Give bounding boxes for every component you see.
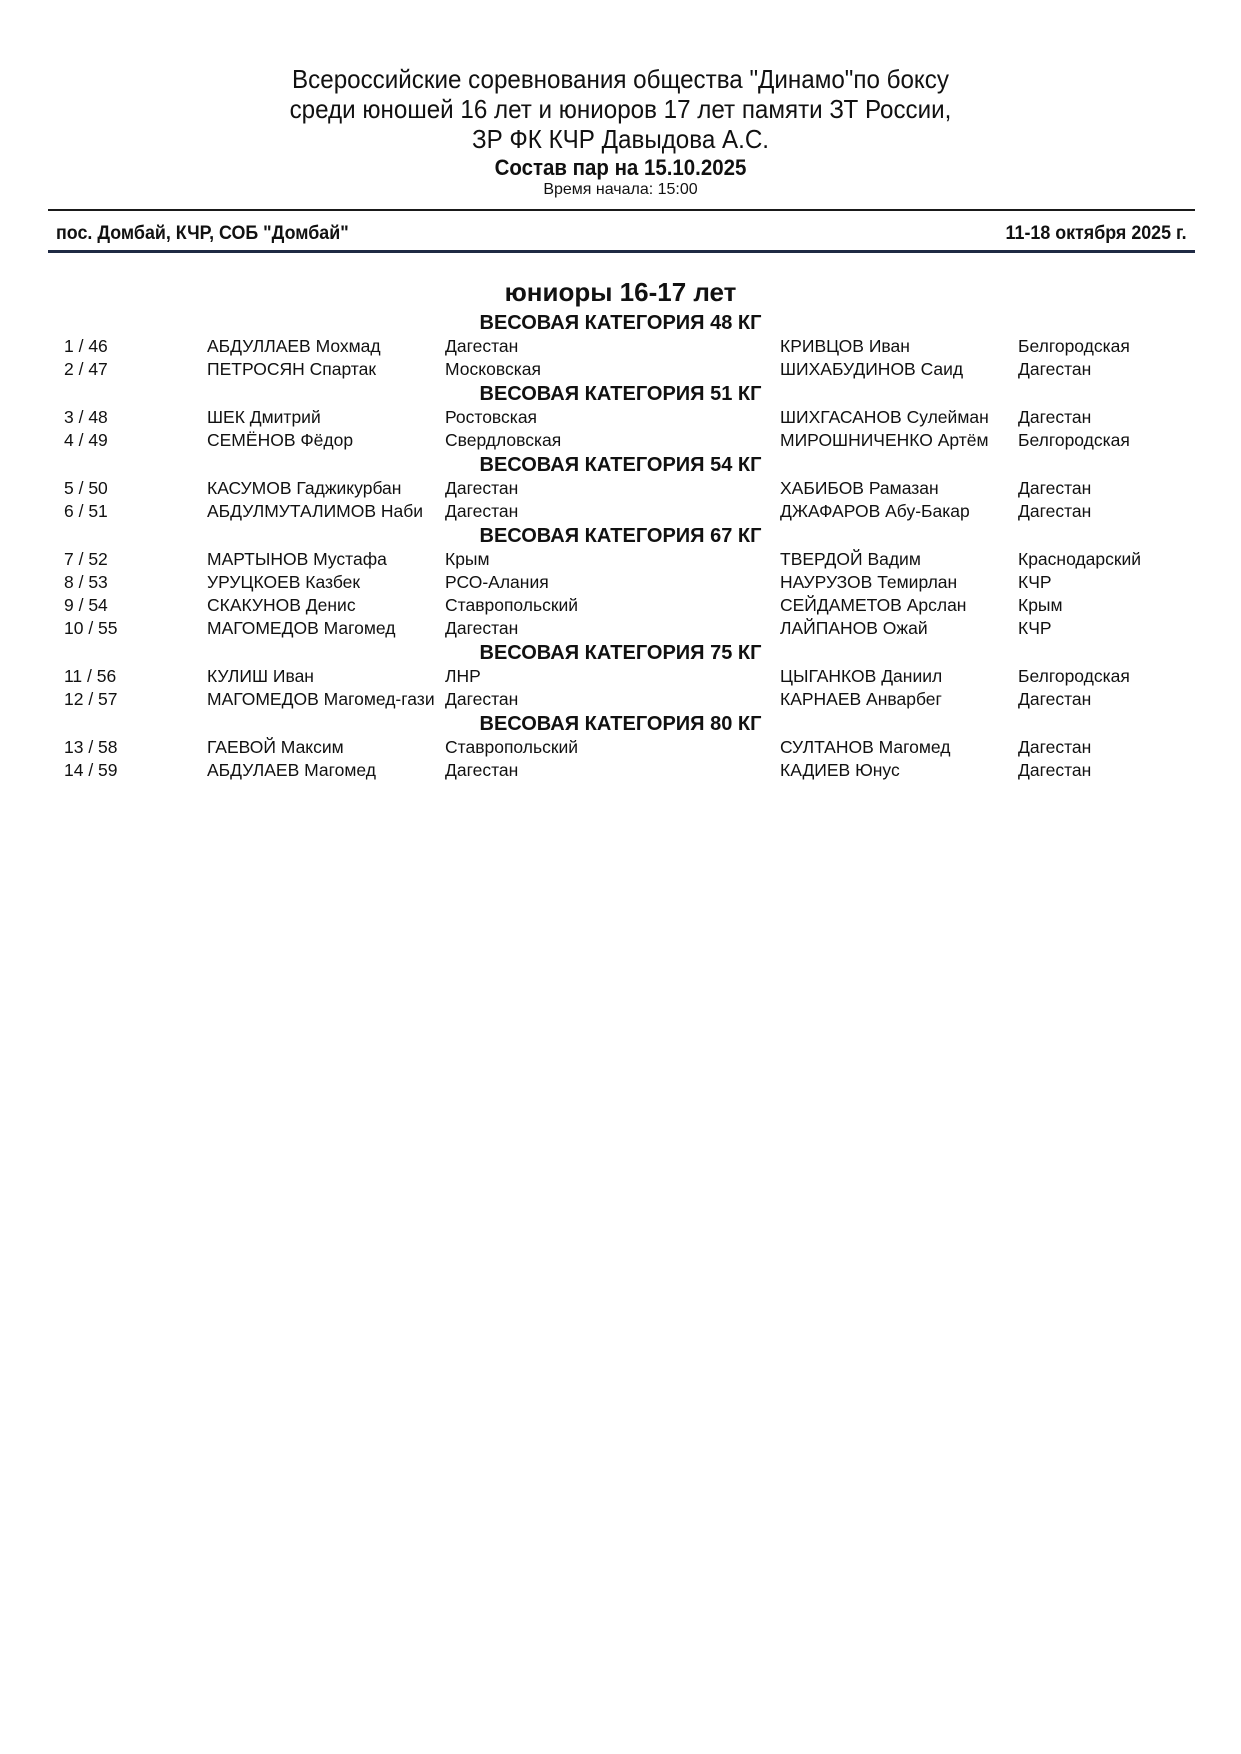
bout-number: 13 / 58 bbox=[64, 737, 118, 757]
weight-category-header: ВЕСОВАЯ КАТЕГОРИЯ 67 КГ bbox=[479, 525, 762, 547]
red-corner-region: Московская bbox=[445, 359, 541, 379]
blue-corner-boxer: СУЛТАНОВ Магомед bbox=[780, 737, 951, 757]
red-corner-region: Ставропольский bbox=[445, 595, 579, 615]
red-corner-region: Свердловская bbox=[445, 430, 562, 450]
bout-row bbox=[0, 406, 1241, 429]
bout-row bbox=[0, 429, 1241, 452]
red-corner-region: ЛНР bbox=[445, 666, 481, 686]
bout-row bbox=[0, 500, 1241, 523]
weight-category-header: ВЕСОВАЯ КАТЕГОРИЯ 54 КГ bbox=[479, 454, 762, 476]
bout-number: 9 / 54 bbox=[64, 595, 108, 615]
bout-number: 1 / 46 bbox=[64, 336, 108, 356]
blue-corner-region: Белгородская bbox=[1018, 666, 1130, 686]
blue-corner-region: Дагестан bbox=[1018, 737, 1092, 757]
bout-row bbox=[0, 688, 1241, 711]
red-corner-region: РСО-Алания bbox=[445, 572, 549, 592]
bout-row bbox=[0, 617, 1241, 640]
bout-row bbox=[0, 477, 1241, 500]
bout-row bbox=[0, 335, 1241, 358]
document-header bbox=[0, 64, 1241, 199]
red-corner-region: Дагестан bbox=[445, 478, 519, 498]
venue-location: пос. Домбай, КЧР, СОБ "Домбай" bbox=[56, 223, 349, 244]
red-corner-boxer: АБДУЛЛАЕВ Мохмад bbox=[207, 336, 381, 356]
blue-corner-region: Белгородская bbox=[1018, 336, 1130, 356]
red-corner-boxer: МАРТЫНОВ Мустафа bbox=[207, 549, 387, 569]
bout-number: 2 / 47 bbox=[64, 359, 108, 379]
subtitle: Состав пар на 15.10.2025 bbox=[494, 155, 747, 180]
blue-corner-boxer: КАДИЕВ Юнус bbox=[780, 760, 900, 780]
weight-category-header: ВЕСОВАЯ КАТЕГОРИЯ 51 КГ bbox=[479, 383, 762, 405]
bout-row bbox=[0, 594, 1241, 617]
blue-corner-boxer: НАУРУЗОВ Темирлан bbox=[780, 572, 958, 592]
red-corner-boxer: КУЛИШ Иван bbox=[207, 666, 314, 686]
blue-corner-region: Дагестан bbox=[1018, 760, 1092, 780]
weight-category-header: ВЕСОВАЯ КАТЕГОРИЯ 80 КГ bbox=[479, 713, 762, 735]
blue-corner-boxer: ШИХАБУДИНОВ Саид bbox=[780, 359, 964, 379]
bout-row bbox=[0, 571, 1241, 594]
blue-corner-region: Белгородская bbox=[1018, 430, 1130, 450]
bout-row bbox=[0, 358, 1241, 381]
blue-corner-boxer: ДЖАФАРОВ Абу-Бакар bbox=[780, 501, 970, 521]
bout-row bbox=[0, 759, 1241, 782]
red-corner-boxer: УРУЦКОЕВ Казбек bbox=[207, 572, 361, 592]
red-corner-region: Дагестан bbox=[445, 760, 519, 780]
bout-number: 12 / 57 bbox=[64, 689, 118, 709]
red-corner-boxer: МАГОМЕДОВ Магомед-гази bbox=[207, 689, 435, 709]
blue-corner-boxer: КАРНАЕВ Анварбег bbox=[780, 689, 942, 709]
bout-number: 14 / 59 bbox=[64, 760, 118, 780]
bout-number: 7 / 52 bbox=[64, 549, 108, 569]
bout-number: 5 / 50 bbox=[64, 478, 108, 498]
blue-corner-region: Крым bbox=[1018, 595, 1063, 615]
blue-corner-region: Дагестан bbox=[1018, 689, 1092, 709]
red-corner-boxer: ПЕТРОСЯН Спартак bbox=[207, 359, 377, 379]
blue-corner-region: Дагестан bbox=[1018, 478, 1092, 498]
red-corner-boxer: МАГОМЕДОВ Магомед bbox=[207, 618, 396, 638]
red-corner-region: Дагестан bbox=[445, 501, 519, 521]
blue-corner-region: Дагестан bbox=[1018, 501, 1092, 521]
weight-category-header: ВЕСОВАЯ КАТЕГОРИЯ 75 КГ bbox=[479, 642, 762, 664]
start-time: Время начала: 15:00 bbox=[543, 181, 698, 198]
red-corner-boxer: ШЕК Дмитрий bbox=[207, 407, 321, 427]
red-corner-region: Дагестан bbox=[445, 689, 519, 709]
red-corner-boxer: СКАКУНОВ Денис bbox=[207, 595, 356, 615]
blue-corner-region: Краснодарский bbox=[1018, 549, 1142, 569]
title-line-2: среди юношей 16 лет и юниоров 17 лет памяти ЗТ России, bbox=[289, 94, 952, 124]
bout-row bbox=[0, 548, 1241, 571]
title-line-3: ЗР ФК КЧР Давыдова А.С. bbox=[471, 124, 770, 154]
red-corner-region: Дагестан bbox=[445, 618, 519, 638]
blue-corner-region: Дагестан bbox=[1018, 359, 1092, 379]
bout-number: 8 / 53 bbox=[64, 572, 108, 592]
red-corner-region: Ставропольский bbox=[445, 737, 579, 757]
red-corner-boxer: СЕМЁНОВ Фёдор bbox=[207, 430, 354, 450]
blue-corner-boxer: МИРОШНИЧЕНКО Артём bbox=[780, 430, 989, 450]
blue-corner-boxer: ЦЫГАНКОВ Даниил bbox=[780, 666, 943, 686]
blue-corner-boxer: СЕЙДАМЕТОВ Арслан bbox=[780, 595, 967, 615]
bout-number: 3 / 48 bbox=[64, 407, 108, 427]
bout-number: 11 / 56 bbox=[64, 666, 117, 686]
red-corner-region: Крым bbox=[445, 549, 490, 569]
blue-corner-boxer: ТВЕРДОЙ Вадим bbox=[780, 549, 921, 569]
title-line-1: Всероссийские соревнования общества "Динамо"по боксу bbox=[292, 64, 949, 94]
venue-row bbox=[56, 222, 1187, 246]
blue-corner-region: Дагестан bbox=[1018, 407, 1092, 427]
red-corner-boxer: КАСУМОВ Гаджикурбан bbox=[207, 478, 402, 498]
bouts-list bbox=[0, 310, 1241, 782]
group-title: юниоры 16-17 лет bbox=[504, 277, 737, 307]
weight-category-header: ВЕСОВАЯ КАТЕГОРИЯ 48 КГ bbox=[479, 312, 762, 334]
blue-corner-region: КЧР bbox=[1018, 572, 1052, 592]
blue-corner-boxer: КРИВЦОВ Иван bbox=[780, 336, 910, 356]
divider-bottom bbox=[48, 250, 1195, 253]
bout-row bbox=[0, 665, 1241, 688]
red-corner-boxer: АБДУЛМУТАЛИМОВ Наби bbox=[207, 501, 424, 521]
venue-dates: 11-18 октября 2025 г. bbox=[1005, 223, 1187, 244]
blue-corner-boxer: ЛАЙПАНОВ Ожай bbox=[780, 618, 928, 638]
bout-number: 10 / 55 bbox=[64, 618, 118, 638]
blue-corner-boxer: ШИХГАСАНОВ Сулейман bbox=[780, 407, 989, 427]
red-corner-boxer: АБДУЛАЕВ Магомед bbox=[207, 760, 376, 780]
bout-row bbox=[0, 736, 1241, 759]
bout-number: 4 / 49 bbox=[64, 430, 108, 450]
blue-corner-region: КЧР bbox=[1018, 618, 1052, 638]
red-corner-boxer: ГАЕВОЙ Максим bbox=[207, 737, 344, 757]
bout-number: 6 / 51 bbox=[64, 501, 108, 521]
red-corner-region: Ростовская bbox=[445, 407, 538, 427]
divider-top bbox=[48, 209, 1195, 211]
blue-corner-boxer: ХАБИБОВ Рамазан bbox=[780, 478, 939, 498]
red-corner-region: Дагестан bbox=[445, 336, 519, 356]
